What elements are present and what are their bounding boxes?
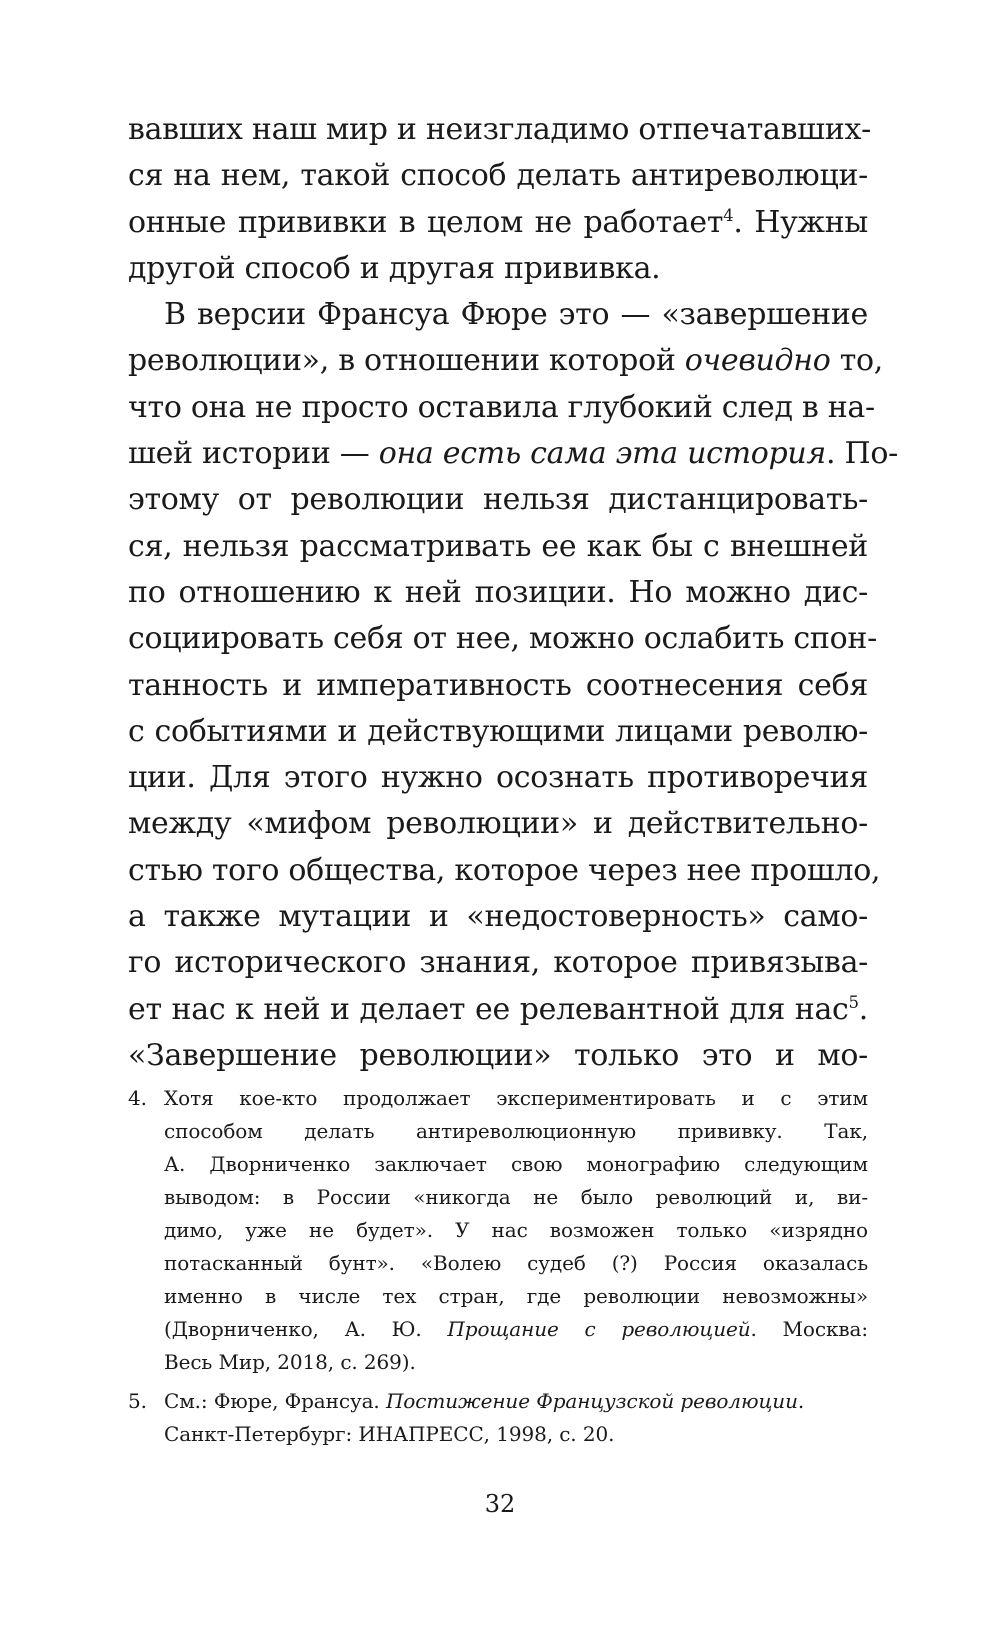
text-span: то, bbox=[830, 343, 884, 379]
footnote-line bbox=[164, 1247, 868, 1280]
text-span: другой способ и другая прививка. bbox=[128, 250, 661, 286]
footnote-line bbox=[164, 1181, 868, 1214]
page-number: 32 bbox=[484, 1490, 516, 1518]
text-span: танность и императивность соотнесения себя bbox=[128, 667, 868, 703]
footnote-line bbox=[164, 1214, 868, 1247]
footnote bbox=[128, 1082, 868, 1379]
text-line bbox=[128, 246, 868, 292]
italic-span: Прощание с революцией bbox=[447, 1317, 751, 1341]
text-line bbox=[128, 338, 884, 384]
text-span: онные прививки в целом не работает bbox=[128, 204, 724, 240]
text-span: а также мутации и «недостоверность» само- bbox=[128, 899, 868, 935]
text-span: способом делать антиреволюционную прививку. Так, bbox=[164, 1119, 868, 1143]
text-line bbox=[128, 987, 868, 1033]
text-span: См.: Фюре, Франсуа. bbox=[164, 1389, 386, 1413]
text-line bbox=[128, 894, 868, 940]
footnote-line bbox=[164, 1280, 868, 1313]
text-span: димо, уже не будет». У нас возможен только «изрядно bbox=[164, 1218, 868, 1242]
italic-span: очевидно bbox=[684, 343, 831, 379]
text-line bbox=[128, 755, 868, 801]
text-span: Весь Мир, 2018, с. 269). bbox=[164, 1350, 416, 1374]
footnote bbox=[128, 1385, 868, 1451]
text-span: «Завершение революции» только это и мо- bbox=[128, 1037, 868, 1073]
text-span: го исторического знания, которое привязыва- bbox=[128, 945, 868, 981]
text-span: между «мифом революции» и действительно- bbox=[128, 806, 868, 842]
text-span: стью того общества, которое через нее прошло, bbox=[128, 852, 881, 888]
text-line bbox=[128, 801, 868, 847]
text-line bbox=[128, 616, 877, 662]
footnote-line bbox=[164, 1082, 868, 1115]
text-span: ся, нельзя рассматривать ее как бы с внешней bbox=[128, 528, 868, 564]
text-line bbox=[128, 1033, 868, 1079]
footnote-line bbox=[164, 1346, 868, 1379]
text-span: потасканный бунт». «Волею судеб (?) Россия оказалась bbox=[164, 1251, 868, 1275]
text-span: с событиями и действующими лицами револю- bbox=[128, 713, 868, 749]
text-span: . Москва: bbox=[750, 1317, 868, 1341]
footnote-line bbox=[164, 1385, 868, 1418]
text-line bbox=[128, 292, 868, 338]
text-span: шей истории — bbox=[128, 436, 379, 472]
text-span: (Дворниченко, А. Ю. bbox=[164, 1317, 448, 1341]
footnote-line bbox=[164, 1313, 868, 1346]
text-span: ции. Для этого нужно осознать противоречия bbox=[128, 760, 868, 796]
text-span: В версии Франсуа Фюре это — «завершение bbox=[164, 297, 868, 333]
italic-span: Постижение Французской революции bbox=[385, 1389, 798, 1413]
text-line bbox=[128, 709, 868, 755]
text-span: . По- bbox=[826, 436, 898, 472]
text-span: ся на нем, такой способ делать антиреволюци- bbox=[128, 158, 868, 194]
text-span: по отношению к ней позиции. Но можно дис- bbox=[128, 574, 868, 610]
footnote-line bbox=[164, 1148, 868, 1181]
footnote-line bbox=[164, 1418, 868, 1451]
text-line bbox=[128, 107, 871, 153]
text-line bbox=[128, 153, 868, 199]
footnote-number: 5. bbox=[128, 1389, 147, 1413]
text-span: . bbox=[858, 991, 868, 1027]
text-span: этому от революции нельзя дистанцировать- bbox=[128, 482, 868, 518]
text-span: выводом: в России «никогда не было революций и, ви- bbox=[164, 1185, 868, 1209]
text-line bbox=[128, 385, 875, 431]
italic-span: она есть сама эта история bbox=[378, 436, 826, 472]
text-span: социировать себя от нее, можно ослабить спон- bbox=[128, 621, 877, 657]
text-span: вавших наш мир и неизгладимо отпечатавших- bbox=[128, 112, 871, 147]
text-line bbox=[128, 477, 868, 523]
text-span: что она не просто оставила глубокий след в на- bbox=[128, 389, 875, 425]
text-line bbox=[128, 940, 868, 986]
footnote-number: 4. bbox=[128, 1086, 147, 1110]
text-span: Хотя кое-кто продолжает экспериментировать и с этим bbox=[164, 1086, 868, 1110]
text-span: Санкт-Петербург: ИНАПРЕСС, 1998, с. 20. bbox=[164, 1422, 615, 1446]
text-span: . Нужны bbox=[733, 204, 868, 240]
main-text bbox=[128, 107, 898, 1079]
footnote-line bbox=[164, 1115, 868, 1148]
text-span: . bbox=[797, 1389, 805, 1413]
footnotes bbox=[128, 1082, 868, 1451]
text-line bbox=[128, 431, 898, 477]
footnote-ref: 5 bbox=[848, 992, 859, 1012]
text-line bbox=[128, 570, 868, 616]
text-line bbox=[128, 663, 868, 709]
text-span: революции», в отношении которой bbox=[128, 343, 685, 379]
text-span: ет нас к ней и делает ее релевантной для нас bbox=[128, 991, 849, 1027]
text-span: А. Дворниченко заключает свою монографию следующим bbox=[164, 1152, 868, 1176]
text-line bbox=[128, 848, 881, 894]
footnote-ref: 4 bbox=[723, 205, 734, 225]
text-span: именно в числе тех стран, где революции невозможны» bbox=[164, 1284, 868, 1308]
text-line bbox=[128, 200, 868, 246]
text-line bbox=[128, 524, 868, 570]
